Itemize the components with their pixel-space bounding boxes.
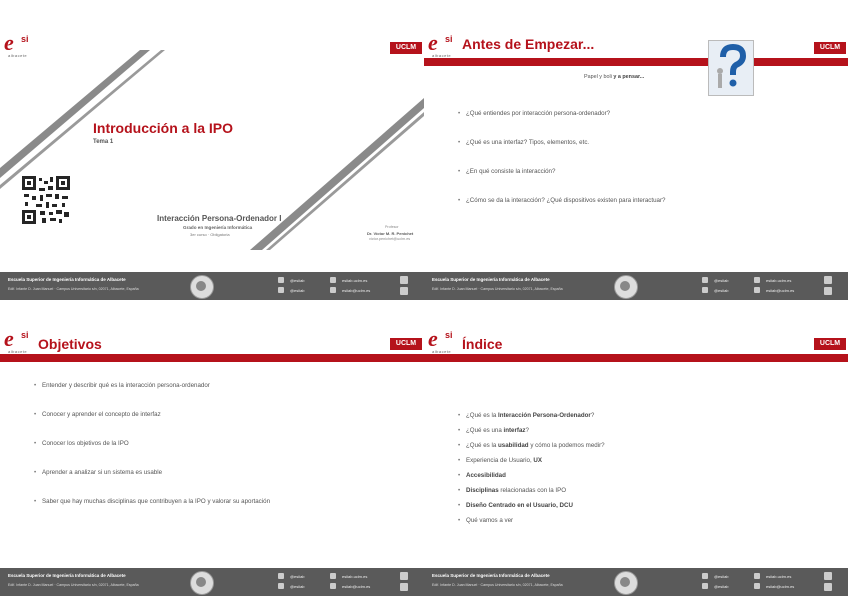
slide-title: Índice [462,336,503,352]
facebook-icon [824,572,832,580]
slide-indice [424,326,848,596]
uclm-seal-icon [190,571,214,595]
uclm-logo: UCLM [390,338,422,350]
slide-footer: Escuela Superior de Ingeniería Informática de Albacete Edif. Infante D. Juan Manuel · Campus Universitario s/n, 02071, Albacete, España @esiiab @esiiab esiiab.uclm.es esiiab@uclm.es [424,568,848,596]
professor-label: Profesor [385,225,399,229]
esi-logo: e si albacete [428,30,453,58]
twitter-icon [278,573,284,579]
list-item: • Diseño Centrado en el Usuario, DCU [458,498,605,513]
uclm-seal-icon [190,275,214,299]
degree-name: Grado en Ingeniería Informática [183,225,253,230]
list-item: • Accesibilidad [458,468,605,483]
linkedin-icon [824,287,832,295]
social-icons [400,276,408,296]
globe-icon [330,277,336,283]
mail-icon [754,583,760,589]
presentation-subtitle: Tema 1 [93,139,114,145]
slide-footer: Escuela Superior de Ingeniería Informática de Albacete Edif. Infante D. Juan Manuel · Campus Universitario s/n, 02071, Albacete, España @esiiab @esiiab esiiab.uclm.es esiiab@uclm.es [424,272,848,300]
qr-icon [278,287,284,293]
qr-icon [278,583,284,589]
linkedin-icon [400,287,408,295]
uclm-logo: UCLM [814,338,846,350]
uclm-logo: UCLM [390,42,422,54]
course-year: 3er curso · Obligatoria [190,232,230,237]
list-item: • Entender y describir qué es la interacción persona-ordenador [34,382,270,389]
facebook-icon [400,572,408,580]
list-item: • Saber que hay muchas disciplinas que contribuyen a la IPO y valorar su aportación [34,498,270,505]
list-item: • ¿Qué es una interfaz? Tipos, elementos, etc. [458,139,665,146]
esi-logo: e si albacete [4,326,29,354]
slide-title: Objetivos [38,336,102,352]
index-list [458,408,605,528]
professor-name: Dr. Víctor M. R. Penichet [367,231,414,236]
objectives-list [34,382,270,505]
social-icons [824,276,832,296]
header-bar [0,354,424,362]
linkedin-icon [824,583,832,591]
course-title: Interacción Persona-Ordenador I [157,214,282,223]
list-item: • Aprender a analizar si un sistema es usable [34,469,270,476]
slide-footer: Escuela Superior de Ingeniería Informática de Albacete Edif. Infante D. Juan Manuel · Campus Universitario s/n, 02071, Albacete, España @esiiab @esiiab esiiab.uclm.es esiiab@uclm.es [0,568,424,596]
twitter-icon [278,277,284,283]
header-bar [424,354,848,362]
list-item: • Disciplinas relacionadas con la IPO [458,483,605,498]
list-item: • ¿Cómo se da la interacción? ¿Qué dispositivos existen para interactuar? [458,197,665,204]
facebook-icon [824,276,832,284]
mail-icon [330,287,336,293]
list-item: • ¿Qué es la usabilidad y cómo la podemos medir? [458,438,605,453]
presentation-title: Introducción a la IPO [93,120,234,136]
list-item: • ¿Qué entiendes por interacción persona-ordenador? [458,110,665,117]
mail-icon [330,583,336,589]
qr-code [22,176,70,224]
header-bar [424,58,848,66]
slide-footer: Escuela Superior de Ingeniería Informática de Albacete Edif. Infante D. Juan Manuel · Campus Universitario s/n, 02071, Albacete, España @esiiab @esiiab esiiab.uclm.es esiiab@uclm.es [0,272,424,300]
list-item: • ¿Qué es una interfaz? [458,423,605,438]
twitter-icon [702,573,708,579]
esi-logo: e si albacete [428,326,453,354]
list-item: • ¿Qué es la Interacción Persona-Ordenador? [458,408,605,423]
globe-icon [754,277,760,283]
uclm-seal-icon [614,571,638,595]
professor-email: victor.penichet@uclm.es [369,237,411,241]
slide-title [0,30,424,300]
question-list [458,110,665,204]
list-item: • ¿En qué consiste la interacción? [458,168,665,175]
uclm-seal-icon [614,275,638,299]
esi-logo: e si albacete [4,30,29,58]
list-item: • Conocer los objetivos de la IPO [34,440,270,447]
facebook-icon [400,276,408,284]
question-figure-image [708,40,754,96]
list-item: • Conocer y aprender el concepto de interfaz [34,411,270,418]
qr-icon [702,287,708,293]
slide-title: Antes de Empezar... [462,36,595,52]
intro-note: Papel y boli y a pensar... [584,74,645,80]
slide-antes [424,30,848,300]
list-item: • Experiencia de Usuario, UX [458,453,605,468]
uclm-logo: UCLM [814,42,846,54]
qr-pattern [22,176,70,224]
twitter-icon [702,277,708,283]
globe-icon [754,573,760,579]
social-icons [824,572,832,592]
list-item: • Qué vamos a ver [458,513,605,528]
question-mark-icon [709,41,753,95]
social-icons [400,572,408,592]
qr-icon [702,583,708,589]
linkedin-icon [400,583,408,591]
globe-icon [330,573,336,579]
slide-objetivos [0,326,424,596]
mail-icon [754,287,760,293]
